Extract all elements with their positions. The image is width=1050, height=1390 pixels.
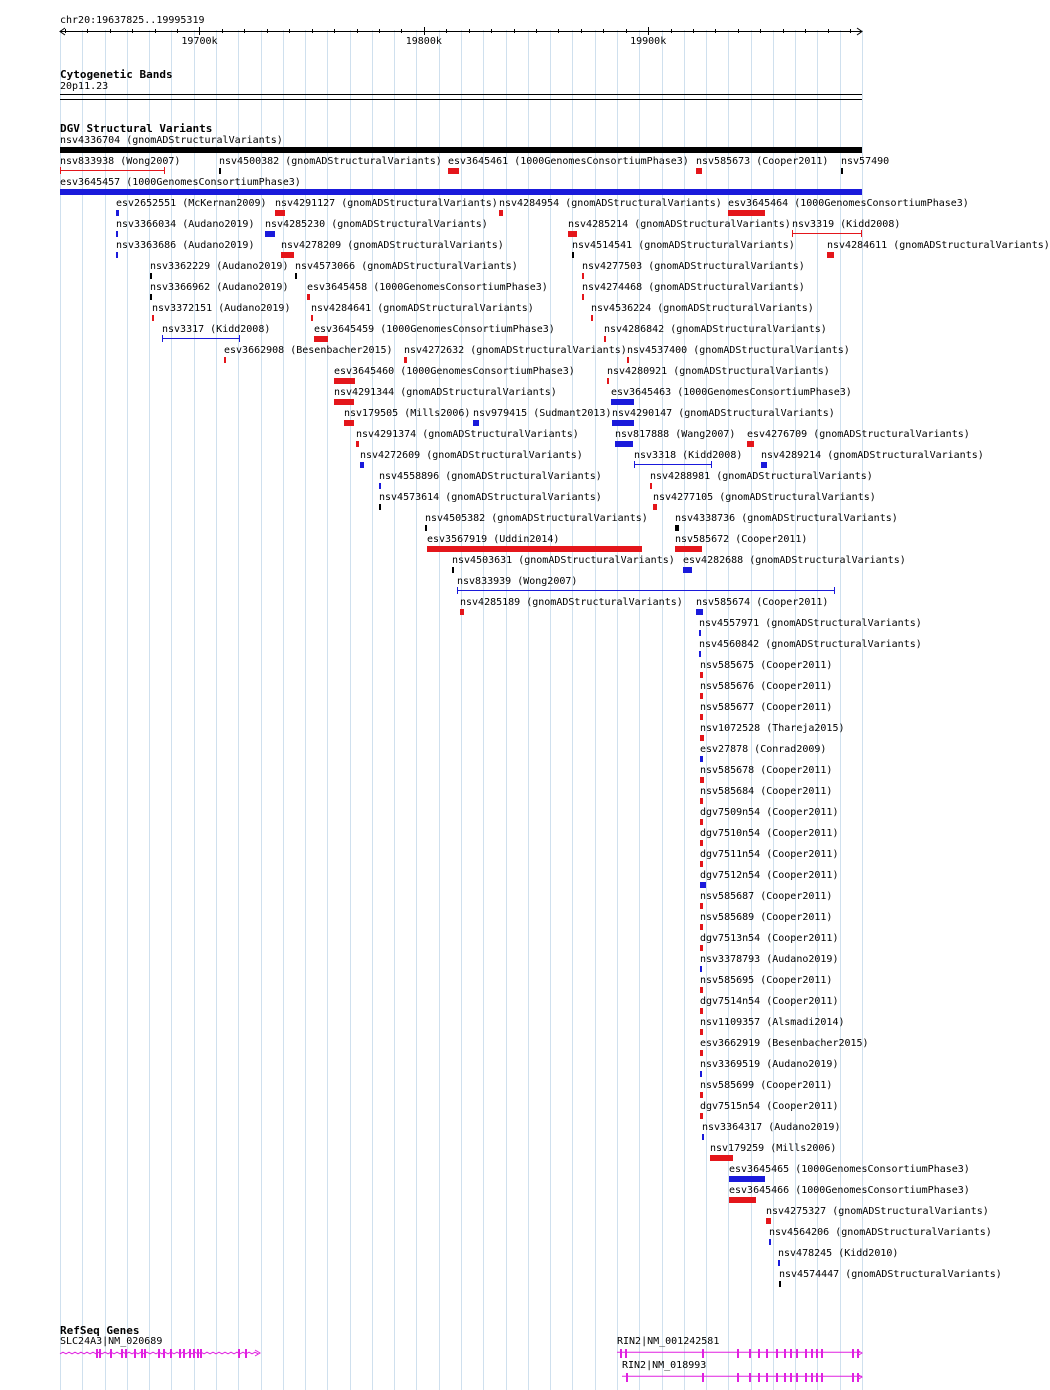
gene-label[interactable]: RIN2|NM_018993 — [622, 1360, 707, 1371]
variant-label[interactable]: nsv4272609 (gnomADStructuralVariants) — [360, 450, 583, 461]
variant-label[interactable]: nsv4536224 (gnomADStructuralVariants) — [591, 303, 814, 314]
variant-label[interactable]: nsv4336704 (gnomADStructuralVariants) — [60, 135, 283, 146]
variant-label[interactable]: nsv4338736 (gnomADStructuralVariants) — [675, 513, 898, 524]
variant-glyph-bar[interactable] — [314, 336, 328, 342]
variant-label[interactable]: nsv3366034 (Audano2019) — [116, 219, 255, 230]
variant-label[interactable]: dgv7513n54 (Cooper2011) — [700, 933, 839, 944]
variant-glyph-bar[interactable] — [700, 1050, 703, 1056]
variant-label[interactable]: nsv4285214 (gnomADStructuralVariants) — [568, 219, 791, 230]
variant-label[interactable]: nsv585687 (Cooper2011) — [700, 891, 833, 902]
variant-label[interactable]: nsv3372151 (Audano2019) — [152, 303, 291, 314]
ruler-tick-label: 19900k — [630, 36, 667, 47]
variant-glyph-bar[interactable] — [448, 168, 459, 174]
variant-label[interactable]: nsv585676 (Cooper2011) — [700, 681, 833, 692]
variant-glyph-line[interactable] — [792, 233, 862, 234]
variant-label[interactable]: esv3645464 (1000GenomesConsortiumPhase3) — [728, 198, 969, 209]
variant-label[interactable]: nsv179505 (Mills2006) — [344, 408, 471, 419]
variant-label[interactable]: nsv585699 (Cooper2011) — [700, 1080, 833, 1091]
variant-label[interactable]: nsv4284611 (gnomADStructuralVariants) — [827, 240, 1050, 251]
variant-glyph-bar[interactable] — [281, 252, 294, 258]
variant-label[interactable]: nsv4573066 (gnomADStructuralVariants) — [295, 261, 518, 272]
variant-glyph-bar[interactable] — [728, 210, 765, 216]
variant-glyph-bar[interactable] — [334, 399, 354, 405]
variant-label[interactable]: nsv3319 (Kidd2008) — [792, 219, 901, 230]
variant-glyph-bar[interactable] — [700, 987, 703, 993]
variant-label[interactable]: nsv4558896 (gnomADStructuralVariants) — [379, 471, 602, 482]
variant-glyph-bar[interactable] — [699, 630, 701, 636]
variant-glyph-bar[interactable] — [700, 840, 703, 846]
dgv-track-title[interactable]: DGV Structural Variants — [60, 122, 213, 135]
variant-glyph-bar[interactable] — [615, 441, 633, 447]
variant-label[interactable]: nsv585689 (Cooper2011) — [700, 912, 833, 923]
variant-label[interactable]: esv3645461 (1000GenomesConsortiumPhase3) — [448, 156, 689, 167]
variant-label[interactable]: nsv3318 (Kidd2008) — [634, 450, 743, 461]
variant-label[interactable]: esv3662919 (Besenbacher2015) — [700, 1038, 869, 1049]
variant-glyph-bar[interactable] — [702, 1134, 704, 1140]
variant-glyph-bar[interactable] — [700, 756, 703, 762]
variant-glyph-bar[interactable] — [116, 231, 118, 237]
variant-label[interactable]: esv27878 (Conrad2009) — [700, 744, 827, 755]
variant-glyph-bar[interactable] — [700, 861, 703, 867]
variant-label[interactable]: nsv833938 (Wong2007) — [60, 156, 181, 167]
variant-label[interactable]: nsv4275327 (gnomADStructuralVariants) — [766, 1206, 989, 1217]
variant-label[interactable]: nsv585677 (Cooper2011) — [700, 702, 833, 713]
variant-label[interactable]: esv3645458 (1000GenomesConsortiumPhase3) — [307, 282, 548, 293]
variant-glyph-bar[interactable] — [499, 210, 503, 216]
variant-glyph-bar[interactable] — [295, 273, 297, 279]
variant-glyph-bar[interactable] — [700, 924, 703, 930]
variant-glyph-bar[interactable] — [700, 735, 704, 741]
variant-glyph-bar[interactable] — [224, 357, 226, 363]
variant-label[interactable]: nsv4280921 (gnomADStructuralVariants) — [607, 366, 830, 377]
ruler-tick-label: 19800k — [405, 36, 442, 47]
variant-label[interactable]: nsv979415 (Sudmant2013) — [473, 408, 612, 419]
variant-glyph-bar[interactable] — [769, 1239, 771, 1245]
variant-glyph-bar[interactable] — [700, 945, 703, 951]
variant-glyph-bar[interactable] — [591, 315, 593, 321]
variant-label[interactable]: esv3645460 (1000GenomesConsortiumPhase3) — [334, 366, 575, 377]
variant-glyph-bar[interactable] — [778, 1260, 780, 1266]
variant-label[interactable]: nsv4285189 (gnomADStructuralVariants) — [460, 597, 683, 608]
variant-label[interactable]: nsv4503631 (gnomADStructuralVariants) — [452, 555, 675, 566]
variant-glyph-bar[interactable] — [827, 252, 834, 258]
variant-label[interactable]: nsv3369519 (Audano2019) — [700, 1059, 839, 1070]
variant-label[interactable]: nsv179259 (Mills2006) — [710, 1143, 837, 1154]
variant-label[interactable]: esv3645466 (1000GenomesConsortiumPhase3) — [729, 1185, 970, 1196]
variant-label[interactable]: nsv4291374 (gnomADStructuralVariants) — [356, 429, 579, 440]
variant-glyph-bar[interactable] — [425, 525, 427, 531]
variant-glyph-bar[interactable] — [311, 315, 313, 321]
variant-glyph-bar[interactable] — [427, 546, 642, 552]
variant-label[interactable]: esv3645457 (1000GenomesConsortiumPhase3) — [60, 177, 301, 188]
variant-glyph-bar[interactable] — [700, 693, 703, 699]
variant-glyph-bar[interactable] — [683, 567, 692, 573]
variant-glyph-bar[interactable] — [568, 231, 577, 237]
variant-label[interactable]: nsv585672 (Cooper2011) — [675, 534, 808, 545]
variant-label[interactable]: nsv585678 (Cooper2011) — [700, 765, 833, 776]
variant-glyph-bar[interactable] — [582, 273, 584, 279]
variant-glyph-bar[interactable] — [116, 252, 118, 258]
variant-label[interactable]: nsv4288981 (gnomADStructuralVariants) — [650, 471, 873, 482]
variant-glyph-bar[interactable] — [779, 1281, 781, 1287]
variant-glyph-bar[interactable] — [473, 420, 479, 426]
variant-glyph-bar[interactable] — [650, 483, 652, 489]
variant-glyph-bar[interactable] — [307, 294, 310, 300]
variant-glyph-bar[interactable] — [219, 168, 221, 174]
variant-label[interactable]: esv3567919 (Uddin2014) — [427, 534, 560, 545]
cytoband-label: 20p11.23 — [60, 81, 109, 92]
variant-label[interactable]: dgv7509n54 (Cooper2011) — [700, 807, 839, 818]
variant-label[interactable]: nsv817888 (Wang2007) — [615, 429, 736, 440]
variant-glyph-bar[interactable] — [700, 1071, 702, 1077]
coordinate-ruler[interactable] — [0, 0, 890, 60]
variant-label[interactable]: nsv4277503 (gnomADStructuralVariants) — [582, 261, 805, 272]
variant-glyph-bar[interactable] — [265, 231, 275, 237]
variant-glyph-bar[interactable] — [334, 378, 355, 384]
variant-label[interactable]: nsv585684 (Cooper2011) — [700, 786, 833, 797]
variant-label[interactable]: dgv7511n54 (Cooper2011) — [700, 849, 839, 860]
variant-glyph-bar[interactable] — [700, 1008, 703, 1014]
variant-label[interactable]: nsv4537400 (gnomADStructuralVariants) — [627, 345, 850, 356]
variant-label[interactable]: esv3662908 (Besenbacher2015) — [224, 345, 393, 356]
variant-glyph-bar[interactable] — [700, 798, 703, 804]
variant-glyph-bar[interactable] — [747, 441, 754, 447]
variant-label[interactable]: nsv3362229 (Audano2019) — [150, 261, 289, 272]
variant-glyph-bar[interactable] — [699, 651, 701, 657]
ruler-tick-label: 19700k — [181, 36, 218, 47]
variant-label[interactable]: nsv4514541 (gnomADStructuralVariants) — [572, 240, 795, 251]
variant-glyph-bar[interactable] — [841, 168, 843, 174]
variant-label[interactable]: nsv585675 (Cooper2011) — [700, 660, 833, 671]
variant-glyph-bar[interactable] — [611, 399, 634, 405]
variant-label[interactable]: dgv7510n54 (Cooper2011) — [700, 828, 839, 839]
variant-glyph-bar[interactable] — [700, 777, 704, 783]
variant-label[interactable]: nsv4290147 (gnomADStructuralVariants) — [612, 408, 835, 419]
variant-glyph-bar[interactable] — [675, 525, 679, 531]
variant-label[interactable]: esv4276709 (gnomADStructuralVariants) — [747, 429, 970, 440]
variant-glyph-line[interactable] — [162, 338, 240, 339]
variant-label[interactable]: nsv4277105 (gnomADStructuralVariants) — [653, 492, 876, 503]
variant-label[interactable]: nsv3378793 (Audano2019) — [700, 954, 839, 965]
variant-label[interactable]: nsv3366962 (Audano2019) — [150, 282, 289, 293]
variant-label[interactable]: nsv478245 (Kidd2010) — [778, 1248, 899, 1259]
variant-label[interactable]: esv4282688 (gnomADStructuralVariants) — [683, 555, 906, 566]
variant-label[interactable]: esv3645465 (1000GenomesConsortiumPhase3) — [729, 1164, 970, 1175]
variant-glyph-bar[interactable] — [710, 1155, 733, 1161]
variant-label[interactable]: nsv833939 (Wong2007) — [457, 576, 578, 587]
variant-glyph-bar[interactable] — [116, 210, 119, 216]
variant-glyph-bar[interactable] — [700, 966, 702, 972]
variant-glyph-bar[interactable] — [700, 1113, 703, 1119]
variant-label[interactable]: nsv1072528 (Thareja2015) — [700, 723, 845, 734]
variant-label[interactable]: esv3645463 (1000GenomesConsortiumPhase3) — [611, 387, 852, 398]
variant-label[interactable]: nsv4564206 (gnomADStructuralVariants) — [769, 1227, 992, 1238]
variant-glyph-bar[interactable] — [700, 903, 703, 909]
variant-glyph-line[interactable] — [60, 170, 165, 171]
variant-label[interactable]: esv3645459 (1000GenomesConsortiumPhase3) — [314, 324, 555, 335]
refseq-track-title[interactable]: RefSeq Genes — [60, 1324, 140, 1337]
variant-glyph-bar[interactable] — [275, 210, 285, 216]
cytoband-track-title[interactable]: Cytogenetic Bands — [60, 68, 173, 81]
variant-glyph-bar[interactable] — [627, 357, 629, 363]
cytoband-bar-bottom — [60, 99, 862, 100]
variant-glyph-line[interactable] — [457, 590, 835, 591]
variant-label[interactable]: nsv4560842 (gnomADStructuralVariants) — [699, 639, 922, 650]
cytoband-bar-top[interactable] — [60, 94, 862, 95]
variant-label[interactable]: nsv1109357 (Alsmadi2014) — [700, 1017, 845, 1028]
variant-glyph-bar[interactable] — [460, 609, 464, 615]
variant-label[interactable]: dgv7515n54 (Cooper2011) — [700, 1101, 839, 1112]
variant-label[interactable]: nsv3317 (Kidd2008) — [162, 324, 271, 335]
variant-glyph-bar[interactable] — [344, 420, 354, 426]
variant-glyph-bar[interactable] — [379, 504, 381, 510]
variant-label[interactable]: nsv4291344 (gnomADStructuralVariants) — [334, 387, 557, 398]
variant-label[interactable]: nsv4573614 (gnomADStructuralVariants) — [379, 492, 602, 503]
gene-label[interactable]: RIN2|NM_001242581 — [617, 1336, 720, 1347]
variant-label[interactable]: nsv4557971 (gnomADStructuralVariants) — [699, 618, 922, 629]
variant-glyph-bar[interactable] — [653, 504, 657, 510]
variant-label[interactable]: nsv4278209 (gnomADStructuralVariants) — [281, 240, 504, 251]
variant-label[interactable]: nsv4285230 (gnomADStructuralVariants) — [265, 219, 488, 230]
variant-glyph-bar[interactable] — [360, 462, 364, 468]
variant-glyph-bar[interactable] — [452, 567, 454, 573]
variant-glyph-bar[interactable] — [356, 441, 359, 447]
variant-glyph-bar[interactable] — [766, 1218, 771, 1224]
variant-label[interactable]: nsv3363686 (Audano2019) — [116, 240, 255, 251]
variant-label[interactable]: dgv7512n54 (Cooper2011) — [700, 870, 839, 881]
locus-label: chr20:19637825..19995319 — [60, 15, 205, 26]
variant-label[interactable]: esv2652551 (McKernan2009) — [116, 198, 267, 209]
variant-glyph-bar[interactable] — [700, 1092, 703, 1098]
variant-glyph-bar[interactable] — [696, 168, 702, 174]
variant-glyph-bar[interactable] — [761, 462, 767, 468]
variant-label[interactable]: nsv4291127 (gnomADStructuralVariants) — [275, 198, 498, 209]
variant-glyph-bar[interactable] — [150, 273, 152, 279]
variant-glyph-bar[interactable] — [152, 315, 154, 321]
variant-glyph-bar[interactable] — [379, 483, 381, 489]
variant-glyph-bar[interactable] — [700, 882, 706, 888]
gene-label[interactable]: SLC24A3|NM_020689 — [60, 1336, 163, 1347]
variant-glyph-bar[interactable] — [675, 546, 702, 552]
variant-glyph-bar[interactable] — [700, 1029, 703, 1035]
variant-label[interactable]: nsv4274468 (gnomADStructuralVariants) — [582, 282, 805, 293]
variant-label[interactable]: nsv585673 (Cooper2011) — [696, 156, 829, 167]
variant-glyph-bar[interactable] — [582, 294, 584, 300]
variant-glyph-bar[interactable] — [729, 1176, 765, 1182]
variant-label[interactable]: nsv4272632 (gnomADStructuralVariants) — [404, 345, 627, 356]
variant-glyph-full-span[interactable] — [60, 189, 862, 195]
variant-label[interactable]: nsv585674 (Cooper2011) — [696, 597, 829, 608]
variant-glyph-full-span[interactable] — [60, 147, 862, 153]
variant-glyph-bar[interactable] — [150, 294, 152, 300]
variant-label[interactable]: nsv4574447 (gnomADStructuralVariants) — [779, 1269, 1002, 1280]
variant-glyph-bar[interactable] — [404, 357, 407, 363]
variant-glyph-bar[interactable] — [729, 1197, 756, 1203]
variant-glyph-bar[interactable] — [700, 714, 703, 720]
variant-glyph-bar[interactable] — [604, 336, 606, 342]
variant-label[interactable]: dgv7514n54 (Cooper2011) — [700, 996, 839, 1007]
variant-glyph-bar[interactable] — [612, 420, 634, 426]
variant-label[interactable]: nsv4284954 (gnomADStructuralVariants) — [499, 198, 722, 209]
variant-label[interactable]: nsv4500382 (gnomADStructuralVariants) — [219, 156, 442, 167]
variant-glyph-bar[interactable] — [572, 252, 574, 258]
variant-label[interactable]: nsv3364317 (Audano2019) — [702, 1122, 841, 1133]
variant-label[interactable]: nsv4284641 (gnomADStructuralVariants) — [311, 303, 534, 314]
variant-label[interactable]: nsv4289214 (gnomADStructuralVariants) — [761, 450, 984, 461]
variant-glyph-bar[interactable] — [700, 672, 703, 678]
variant-label[interactable]: nsv4286842 (gnomADStructuralVariants) — [604, 324, 827, 335]
variant-label[interactable]: nsv57490 — [841, 156, 890, 167]
variant-glyph-bar[interactable] — [696, 609, 703, 615]
variant-glyph-bar[interactable] — [607, 378, 609, 384]
variant-glyph-bar[interactable] — [700, 819, 703, 825]
variant-glyph-line[interactable] — [634, 464, 712, 465]
variant-label[interactable]: nsv4505382 (gnomADStructuralVariants) — [425, 513, 648, 524]
variant-label[interactable]: nsv585695 (Cooper2011) — [700, 975, 833, 986]
